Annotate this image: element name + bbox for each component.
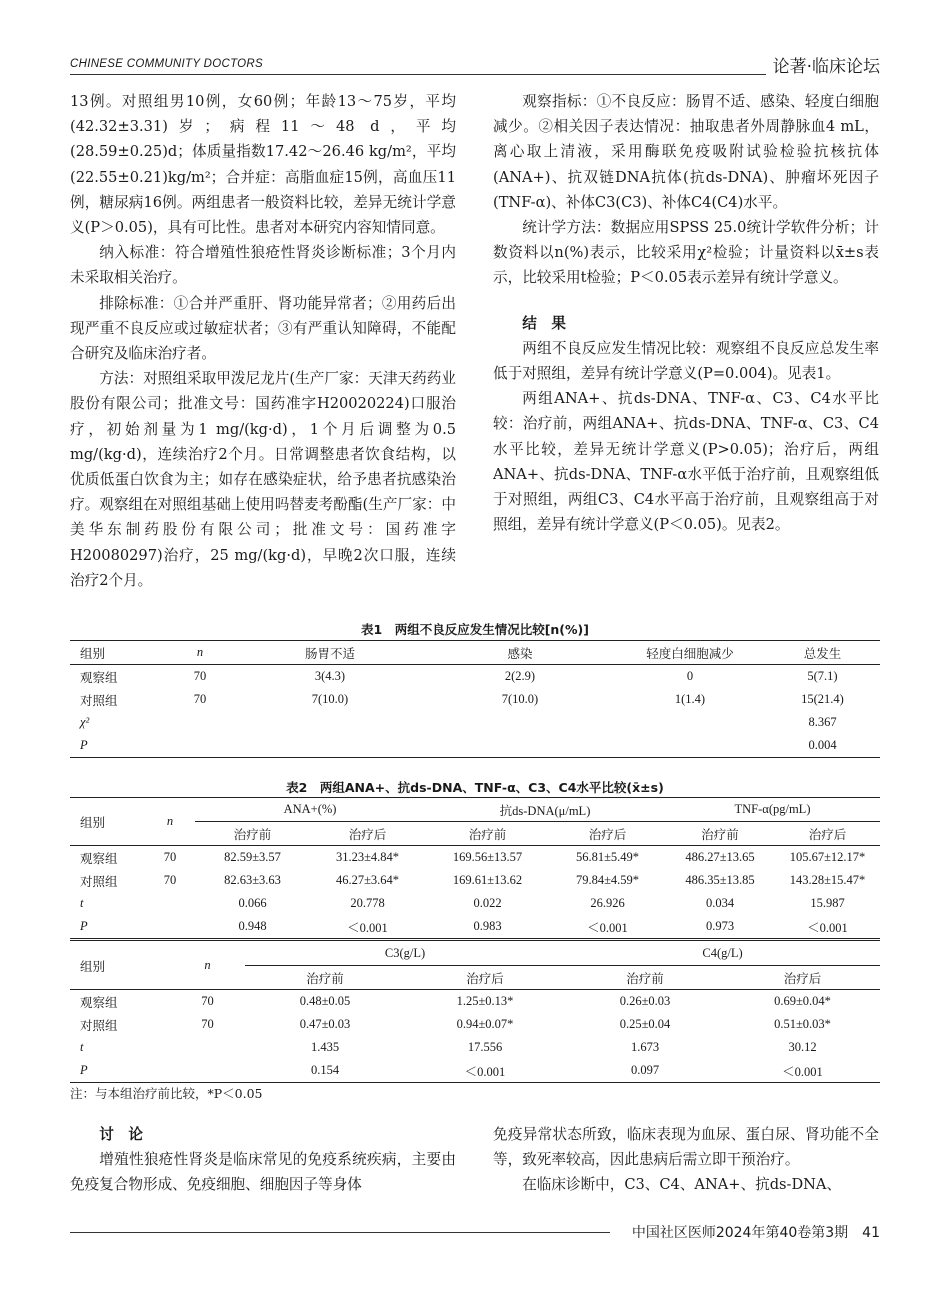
table2-group-header: C3(g/L) (245, 942, 565, 966)
paragraph: 增殖性狼疮性肾炎是临床常见的免疫系统疾病，主要由免疫复合物形成、免疫细胞、细胞因子等身体 (70, 1151, 456, 1194)
table-cell: 0.47±0.03 (299, 1017, 351, 1031)
table-cell: 7(10.0) (501, 692, 539, 706)
table2-header: n (170, 942, 245, 990)
table-row (70, 846, 880, 870)
table-cell: 70 (193, 692, 207, 706)
paragraph: 统计学方法：数据应用SPSS 25.0统计学软件分析；计数资料以n(%)表示，比较采用χ²检验；计量资料以x̄±s表示，比较采用t检验；P＜0.05表示差异有统计学意义。 (493, 219, 879, 287)
table-cell: 70 (193, 669, 207, 683)
table2-group-row (70, 942, 880, 966)
table-cell: 105.67±12.17* (789, 850, 866, 864)
table-cell: 70 (201, 994, 214, 1008)
table1-header: 感染 (507, 646, 533, 661)
results-heading: 结 果 (522, 314, 566, 332)
header-rule (70, 74, 766, 75)
table-cell: 486.35±13.85 (685, 873, 755, 887)
table-row (70, 688, 880, 711)
table-cell: 观察组 (80, 995, 118, 1010)
table-cell: 79.84±4.59* (575, 873, 640, 887)
table-cell: 82.63±3.63 (224, 873, 281, 887)
table-cell: 70 (163, 850, 177, 864)
table-note: 注：与本组治疗前比较，*P＜0.05 (70, 1086, 263, 1101)
table-cell: 对照组 (80, 1018, 118, 1033)
table2-group-header: ANA+(%) (195, 798, 425, 822)
table2-header: 组别 (70, 798, 145, 846)
table1-header: 总发生 (803, 646, 842, 661)
table2-subheader: 治疗前 (626, 971, 664, 986)
right-column (493, 89, 879, 537)
table-cell: 26.926 (590, 896, 625, 910)
table2-subheader: 治疗前 (233, 827, 272, 842)
table-cell: 0.51±0.03* (774, 1017, 831, 1031)
table-cell: 15(21.4) (801, 692, 844, 706)
table1-header: n (196, 645, 204, 659)
table-row (70, 711, 880, 734)
table1-header: 轻度白细胞减少 (646, 646, 734, 661)
table-cell: 1(1.4) (674, 692, 706, 706)
table2-group-header: TNF-α(pg/mL) (665, 798, 880, 822)
table-cell: 7(10.0) (311, 692, 349, 706)
table-cell: t (80, 896, 84, 910)
table-cell: 46.27±3.64* (335, 873, 400, 887)
table-cell: 0.69±0.04* (774, 994, 831, 1008)
table-cell: 31.23±4.84* (335, 850, 400, 864)
table-cell: 30.12 (788, 1040, 817, 1054)
table-cell: 1.435 (310, 1040, 340, 1054)
table2-group-header: C4(g/L) (565, 942, 880, 966)
section-header: 论著·临床论坛 (772, 57, 880, 77)
table-row (70, 734, 880, 758)
table2-header: 组别 (70, 942, 170, 990)
table-cell: ＜0.001 (782, 1064, 823, 1079)
footer-rule (70, 1232, 610, 1233)
paragraph: 纳入标准：符合增殖性狼疮性肾炎诊断标准；3个月内未采取相关治疗。 (70, 244, 456, 287)
paragraph: 排除标准：①合并严重肝、肾功能异常者；②用药后出现严重不良反应或过敏症状者；③有严重认知障碍，不能配合研究及临床治疗者。 (70, 294, 456, 363)
table-cell: 0.25±0.04 (619, 1017, 671, 1031)
table2-subheader: 治疗后 (808, 827, 847, 842)
discussion-heading: 讨 论 (99, 1126, 143, 1143)
table-cell: 3(4.3) (314, 669, 346, 683)
table-cell: 0.983 (473, 919, 502, 933)
table-cell: ＜0.001 (807, 920, 848, 935)
table-cell: 0.948 (238, 919, 267, 933)
table1-caption: 表1 两组不良反应发生情况比较[n(%)] (361, 622, 589, 637)
paragraph: 两组不良反应发生情况比较：观察组不良反应总发生率低于对照组，差异有统计学意义(P=0.004)。见表1。 (493, 339, 879, 383)
table-cell: 1.673 (630, 1040, 660, 1054)
table-row (70, 990, 880, 1014)
paragraph: 方法：对照组采取甲泼尼龙片(生产厂家：天津天药药业股份有限公司；批准文号：国药准字H20020224)口服治疗，初始剂量为1 mg/(kg·d)，1个月后调整为0.5 mg/(kg·d)，连续治疗2个月。日常调整患者饮食结构，以优质低蛋白饮食为主；如存在感染症状，给予患者抗感染治疗。观察组在对照组基础上使用吗替麦考酚酯(生产厂家：中美华东制药股份有限公司；批准文号：国药准字H20080297)治疗，25 mg/(kg·d)，早晚2次口服，连续治疗2个月。 (70, 370, 456, 589)
footer-text: 中国社区医师2024年第40卷第3期 41 (631, 1225, 880, 1241)
table2-subheader: 治疗后 (466, 971, 504, 986)
table2-subheader: 治疗后 (783, 971, 822, 986)
table-cell: 17.556 (467, 1040, 503, 1054)
table2-subheader: 治疗后 (588, 827, 627, 842)
paragraph: 在临床诊断中，C3、C4、ANA+、抗ds-DNA、 (522, 1176, 842, 1194)
table-cell: 2(2.9) (504, 669, 536, 683)
table-cell: P (80, 919, 88, 933)
table2-group-header: 抗ds-DNA(μ/mL) (425, 798, 665, 822)
table2-caption: 表2 两组ANA+、抗ds-DNA、TNF-α、C3、C4水平比较(x̄±s) (286, 780, 664, 795)
table-cell: 0.097 (630, 1063, 660, 1077)
table-cell: 0.066 (238, 896, 267, 910)
paragraph: 13例。对照组男10例，女60例；年龄13～75岁，平均(42.32±3.31)岁；病程11～48 d，平均(28.59±0.25)d；体质量指数17.42～26.46 kg/m²，平均(22.55±0.21)kg/m²；合并症：高脂血症15例，高血压11例，糖尿病16例。两组患者一般资料比较，差异无统计学意义(P＞0.05)，具有可比性。患者对本研究内容知情同意。 (70, 93, 456, 237)
paragraph: 两组ANA+、抗ds-DNA、TNF-α、C3、C4水平比较：治疗前，两组ANA+、抗ds-DNA、TNF-α、C3、C4水平比较，差异无统计学意义(P>0.05)；治疗后，两组ANA+、抗ds-DNA、TNF-α水平低于治疗前，且观察组低于对照组，两组C3、C4水平高于治疗前，且观察组高于对照组，差异有统计学意义(P＜0.05)。见表2。 (493, 390, 879, 534)
table-cell: 169.56±13.57 (452, 850, 523, 864)
table-cell: 0.94±0.07* (456, 1017, 514, 1031)
table1 (70, 640, 880, 758)
table-cell: 5(7.1) (807, 669, 838, 683)
table1-header-row (70, 641, 880, 665)
table-cell: ＜0.001 (347, 920, 388, 935)
discussion-right (493, 1122, 879, 1198)
table-cell: 1.25±0.13* (456, 994, 514, 1008)
table1-header: 组别 (80, 646, 106, 661)
table-cell: 56.81±5.49* (575, 850, 640, 864)
table-cell: 15.987 (810, 896, 845, 910)
table-cell: 169.61±13.62 (452, 873, 523, 887)
table2-subheader: 治疗前 (701, 827, 739, 842)
table-cell: 0.154 (310, 1063, 340, 1077)
table-cell: P (80, 738, 88, 752)
table-row (70, 1036, 880, 1059)
discussion-left (70, 1122, 456, 1198)
table2-part1 (70, 797, 880, 941)
table-cell: 0.48±0.05 (299, 994, 351, 1008)
table2-subheader: 治疗前 (468, 827, 507, 842)
table-cell: 70 (201, 1017, 214, 1031)
journal-header: CHINESE COMMUNITY DOCTORS (70, 58, 264, 70)
table-cell: 观察组 (80, 851, 118, 866)
table-cell: P (80, 1063, 88, 1077)
table-cell: 20.778 (350, 896, 385, 910)
table-cell: 0.034 (705, 896, 735, 910)
table-cell: 对照组 (80, 693, 118, 708)
table-cell: t (80, 1040, 84, 1054)
table-row (70, 1059, 880, 1083)
table-row (70, 915, 880, 940)
table-row (70, 1013, 880, 1036)
table-cell: 143.28±15.47* (789, 873, 866, 887)
table1-header: 肠胃不适 (304, 646, 355, 661)
table-row (70, 665, 880, 689)
table2-part2 (70, 942, 880, 1083)
table-cell: 0.004 (808, 738, 837, 752)
table-cell: ＜0.001 (587, 920, 628, 935)
table-cell: 82.59±3.57 (224, 850, 281, 864)
table-row (70, 892, 880, 915)
table2-group-row (70, 798, 880, 822)
paragraph: 免疫异常状态所致，临床表现为血尿、蛋白尿、肾功能不全等，致死率较高，因此患病后需立即干预治疗。 (493, 1126, 879, 1169)
table-cell: 486.27±13.65 (685, 850, 755, 864)
table-cell: ＜0.001 (464, 1064, 506, 1079)
table-cell: 0 (686, 669, 694, 683)
table-cell: χ² (80, 715, 90, 729)
table-cell: 对照组 (80, 874, 118, 889)
table-cell: 观察组 (80, 670, 118, 685)
table2-subheader: 治疗前 (306, 971, 344, 986)
table2-header: n (145, 798, 195, 846)
table-cell: 8.367 (808, 715, 837, 729)
table-row (70, 869, 880, 892)
table-cell: 0.022 (473, 896, 502, 910)
table-cell: 0.26±0.03 (619, 994, 671, 1008)
table-cell: 0.973 (705, 919, 735, 933)
left-column (70, 89, 456, 593)
table2-subheader: 治疗后 (348, 827, 387, 842)
paragraph: 观察指标：①不良反应：肠胃不适、感染、轻度白细胞减少。②相关因子表达情况：抽取患者外周静脉血4 mL，离心取上清液，采用酶联免疫吸附试验检验抗核抗体(ANA+)、抗双链DNA抗体(抗ds-DNA)、肿瘤坏死因子(TNF-α)、补体C3(C3)、补体C4(C4)水平。 (493, 93, 879, 211)
table-cell: 70 (163, 873, 177, 887)
